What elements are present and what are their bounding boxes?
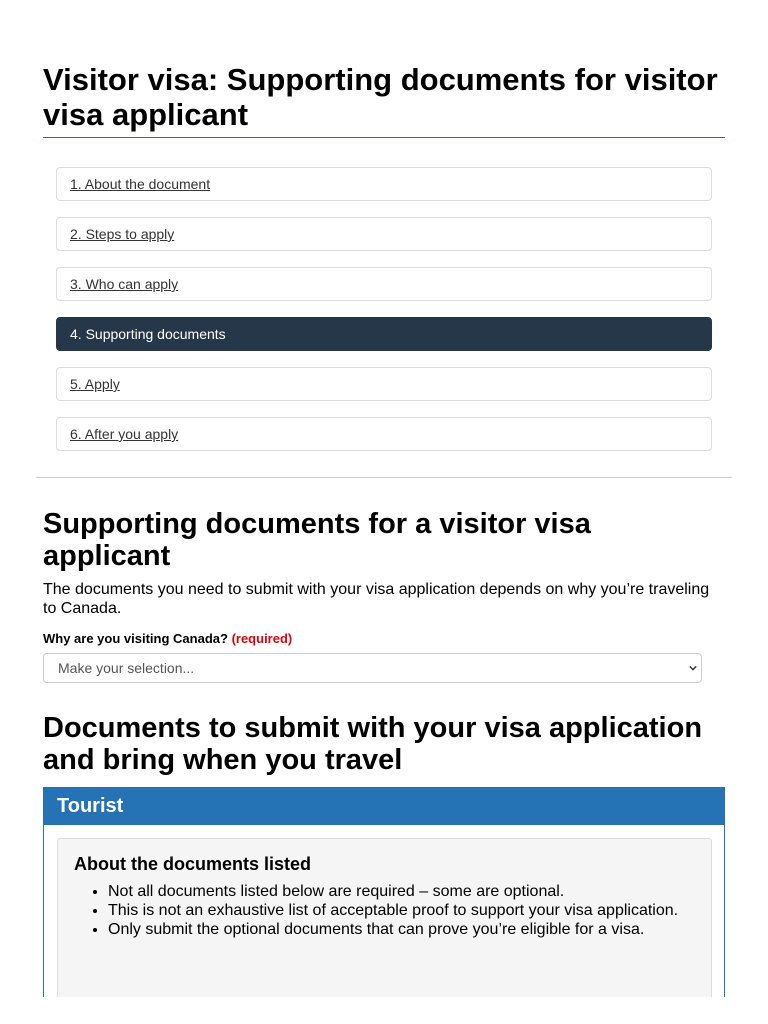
tourist-panel: [43, 787, 725, 997]
page-title: Visitor visa: Supporting documents for visitor visa applicant: [43, 62, 718, 132]
list-item: • Only submit the optional documents that can prove you’re eligible for a visa.: [108, 921, 695, 939]
step-link-after-you-apply[interactable]: 6. After you apply: [56, 417, 712, 451]
visit-reason-select[interactable]: [43, 653, 702, 683]
list-item: • Not all documents listed below are required – some are optional.: [108, 883, 695, 901]
visit-reason-select-value: Make your selection...: [58, 660, 195, 676]
section-heading: Supporting documents for a visitor visa applicant: [43, 508, 591, 572]
step-link-steps-to-apply[interactable]: 2. Steps to apply: [56, 217, 712, 251]
section-divider: [36, 477, 732, 478]
chevron-down-icon: [689, 664, 697, 672]
title-divider: [43, 137, 725, 138]
section-intro: The documents you need to submit with your visa application depends on why you’re traveling to Canada.: [43, 581, 710, 617]
step-link-about[interactable]: 1. About the document: [56, 167, 712, 201]
panel-title: Tourist: [44, 788, 724, 825]
step-link-apply[interactable]: 5. Apply: [56, 367, 712, 401]
visit-reason-label: [43, 631, 292, 646]
notice-title: About the documents listed: [74, 854, 312, 874]
documents-notice: [57, 838, 712, 997]
step-link-who-can-apply[interactable]: 3. Who can apply: [56, 267, 712, 301]
list-item: • This is not an exhaustive list of acceptable proof to support your visa application.: [108, 902, 695, 920]
documents-heading: Documents to submit with your visa application and bring when you travel: [43, 712, 703, 776]
step-navigation: [56, 167, 712, 467]
step-link-supporting-documents[interactable]: 4. Supporting documents: [56, 317, 712, 351]
visit-reason-question: Why are you visiting Canada?: [43, 631, 228, 646]
required-marker: (required): [231, 631, 293, 646]
notice-list: [74, 883, 695, 939]
